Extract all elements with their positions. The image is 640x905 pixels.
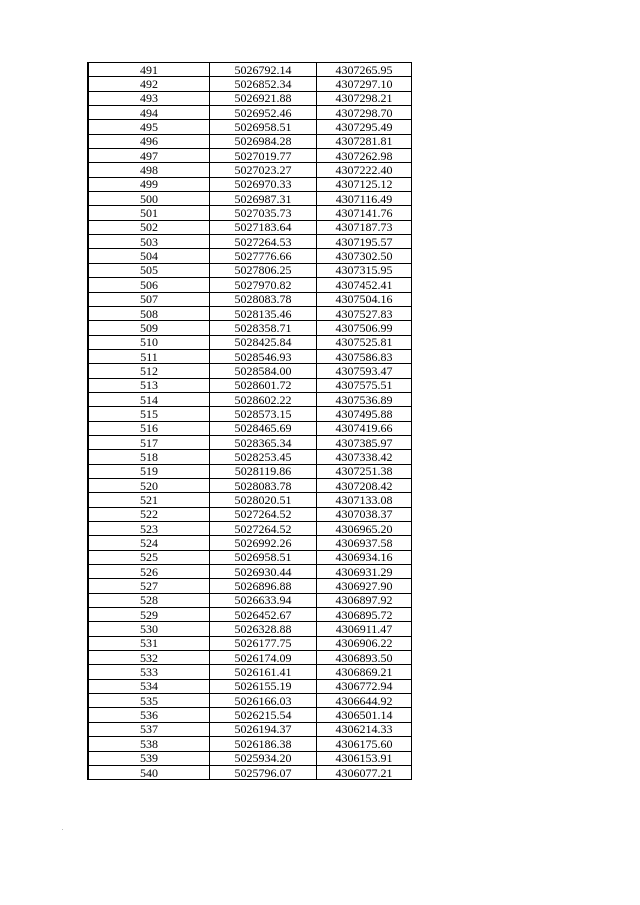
table-row xyxy=(88,335,412,349)
table-row xyxy=(88,608,412,622)
x-coordinate-cell: 5028119.86 xyxy=(210,464,317,478)
y-coordinate-cell: 4306772.94 xyxy=(317,679,412,693)
point-number-cell: 540 xyxy=(88,765,210,779)
y-coordinate-cell: 4306893.50 xyxy=(317,651,412,665)
table-row xyxy=(88,478,412,492)
x-coordinate-cell: 5026177.75 xyxy=(210,636,317,650)
y-coordinate-cell: 4307125.12 xyxy=(317,177,412,191)
table-row xyxy=(88,263,412,277)
x-coordinate-cell: 5026896.88 xyxy=(210,579,317,593)
y-coordinate-cell: 4307302.50 xyxy=(317,249,412,263)
table-row xyxy=(88,106,412,120)
x-coordinate-cell: 5026984.28 xyxy=(210,134,317,148)
y-coordinate-cell: 4306175.60 xyxy=(317,737,412,751)
table-row xyxy=(88,550,412,564)
x-coordinate-cell: 5028365.34 xyxy=(210,435,317,449)
x-coordinate-cell: 5027019.77 xyxy=(210,149,317,163)
y-coordinate-cell: 4306214.33 xyxy=(317,722,412,736)
y-coordinate-cell: 4307262.98 xyxy=(317,149,412,163)
x-coordinate-cell: 5028602.22 xyxy=(210,392,317,406)
point-number-cell: 516 xyxy=(88,421,210,435)
x-coordinate-cell: 5026970.33 xyxy=(210,177,317,191)
x-coordinate-cell: 5026215.54 xyxy=(210,708,317,722)
point-number-cell: 536 xyxy=(88,708,210,722)
x-coordinate-cell: 5026987.31 xyxy=(210,192,317,206)
table-row xyxy=(88,278,412,292)
x-coordinate-cell: 5026921.88 xyxy=(210,91,317,105)
x-coordinate-cell: 5027264.52 xyxy=(210,507,317,521)
point-number-cell: 522 xyxy=(88,507,210,521)
point-number-cell: 532 xyxy=(88,651,210,665)
x-coordinate-cell: 5027264.52 xyxy=(210,522,317,536)
table-row xyxy=(88,163,412,177)
x-coordinate-cell: 5028425.84 xyxy=(210,335,317,349)
table-row xyxy=(88,235,412,249)
table-row xyxy=(88,507,412,521)
y-coordinate-cell: 4307385.97 xyxy=(317,435,412,449)
x-coordinate-cell: 5027264.53 xyxy=(210,235,317,249)
y-coordinate-cell: 4307586.83 xyxy=(317,349,412,363)
point-number-cell: 512 xyxy=(88,364,210,378)
y-coordinate-cell: 4307315.95 xyxy=(317,263,412,277)
point-number-cell: 498 xyxy=(88,163,210,177)
x-coordinate-cell: 5028135.46 xyxy=(210,306,317,320)
x-coordinate-cell: 5028020.51 xyxy=(210,493,317,507)
table-row xyxy=(88,493,412,507)
point-number-cell: 503 xyxy=(88,235,210,249)
y-coordinate-cell: 4307495.88 xyxy=(317,407,412,421)
y-coordinate-cell: 4306077.21 xyxy=(317,765,412,779)
table-row xyxy=(88,77,412,91)
x-coordinate-cell: 5027776.66 xyxy=(210,249,317,263)
point-number-cell: 507 xyxy=(88,292,210,306)
point-number-cell: 508 xyxy=(88,306,210,320)
table-row xyxy=(88,435,412,449)
x-coordinate-cell: 5026930.44 xyxy=(210,565,317,579)
x-coordinate-cell: 5027035.73 xyxy=(210,206,317,220)
y-coordinate-cell: 4306895.72 xyxy=(317,608,412,622)
x-coordinate-cell: 5026452.67 xyxy=(210,608,317,622)
x-coordinate-cell: 5026155.19 xyxy=(210,679,317,693)
table-row xyxy=(88,378,412,392)
y-coordinate-cell: 4307208.42 xyxy=(317,478,412,492)
table-row xyxy=(88,120,412,134)
x-coordinate-cell: 5028584.00 xyxy=(210,364,317,378)
table-row xyxy=(88,306,412,320)
x-coordinate-cell: 5027023.27 xyxy=(210,163,317,177)
x-coordinate-cell: 5028083.78 xyxy=(210,478,317,492)
table-row xyxy=(88,622,412,636)
table-row xyxy=(88,737,412,751)
x-coordinate-cell: 5026958.51 xyxy=(210,120,317,134)
point-number-cell: 499 xyxy=(88,177,210,191)
y-coordinate-cell: 4306644.92 xyxy=(317,694,412,708)
x-coordinate-cell: 5028546.93 xyxy=(210,349,317,363)
point-number-cell: 517 xyxy=(88,435,210,449)
y-coordinate-cell: 4307295.49 xyxy=(317,120,412,134)
point-number-cell: 521 xyxy=(88,493,210,507)
x-coordinate-cell: 5026958.51 xyxy=(210,550,317,564)
table-row xyxy=(88,63,412,77)
table-row xyxy=(88,220,412,234)
y-coordinate-cell: 4306927.90 xyxy=(317,579,412,593)
point-number-cell: 495 xyxy=(88,120,210,134)
y-coordinate-cell: 4306934.16 xyxy=(317,550,412,564)
point-number-cell: 515 xyxy=(88,407,210,421)
x-coordinate-cell: 5028601.72 xyxy=(210,378,317,392)
coordinates-table xyxy=(87,62,412,780)
point-number-cell: 537 xyxy=(88,722,210,736)
point-number-cell: 506 xyxy=(88,278,210,292)
y-coordinate-cell: 4307195.57 xyxy=(317,235,412,249)
table-row xyxy=(88,134,412,148)
point-number-cell: 527 xyxy=(88,579,210,593)
x-coordinate-cell: 5027183.64 xyxy=(210,220,317,234)
x-coordinate-cell: 5028573.15 xyxy=(210,407,317,421)
y-coordinate-cell: 4307504.16 xyxy=(317,292,412,306)
point-number-cell: 531 xyxy=(88,636,210,650)
table-row xyxy=(88,450,412,464)
y-coordinate-cell: 4307452.41 xyxy=(317,278,412,292)
point-number-cell: 539 xyxy=(88,751,210,765)
point-number-cell: 520 xyxy=(88,478,210,492)
y-coordinate-cell: 4306906.22 xyxy=(317,636,412,650)
table-row xyxy=(88,407,412,421)
x-coordinate-cell: 5026194.37 xyxy=(210,722,317,736)
table-row xyxy=(88,349,412,363)
y-coordinate-cell: 4307338.42 xyxy=(317,450,412,464)
y-coordinate-cell: 4307222.40 xyxy=(317,163,412,177)
point-number-cell: 538 xyxy=(88,737,210,751)
x-coordinate-cell: 5026992.26 xyxy=(210,536,317,550)
y-coordinate-cell: 4306897.92 xyxy=(317,593,412,607)
y-coordinate-cell: 4307506.99 xyxy=(317,321,412,335)
y-coordinate-cell: 4307419.66 xyxy=(317,421,412,435)
x-coordinate-cell: 5026166.03 xyxy=(210,694,317,708)
table-row xyxy=(88,421,412,435)
x-coordinate-cell: 5027970.82 xyxy=(210,278,317,292)
x-coordinate-cell: 5026161.41 xyxy=(210,665,317,679)
x-coordinate-cell: 5025934.20 xyxy=(210,751,317,765)
table-row xyxy=(88,665,412,679)
table-row xyxy=(88,636,412,650)
table-row xyxy=(88,751,412,765)
y-coordinate-cell: 4307298.21 xyxy=(317,91,412,105)
table-row xyxy=(88,593,412,607)
x-coordinate-cell: 5026186.38 xyxy=(210,737,317,751)
x-coordinate-cell: 5025796.07 xyxy=(210,765,317,779)
x-coordinate-cell: 5028465.69 xyxy=(210,421,317,435)
point-number-cell: 509 xyxy=(88,321,210,335)
y-coordinate-cell: 4306965.20 xyxy=(317,522,412,536)
table-row xyxy=(88,206,412,220)
x-coordinate-cell: 5026792.14 xyxy=(210,63,317,77)
y-coordinate-cell: 4307525.81 xyxy=(317,335,412,349)
point-number-cell: 502 xyxy=(88,220,210,234)
x-coordinate-cell: 5028253.45 xyxy=(210,450,317,464)
point-number-cell: 513 xyxy=(88,378,210,392)
point-number-cell: 494 xyxy=(88,106,210,120)
y-coordinate-cell: 4307297.10 xyxy=(317,77,412,91)
y-coordinate-cell: 4307141.76 xyxy=(317,206,412,220)
table-row xyxy=(88,679,412,693)
point-number-cell: 533 xyxy=(88,665,210,679)
point-number-cell: 511 xyxy=(88,349,210,363)
y-coordinate-cell: 4307116.49 xyxy=(317,192,412,206)
table-row xyxy=(88,522,412,536)
point-number-cell: 496 xyxy=(88,134,210,148)
table-row xyxy=(88,765,412,779)
y-coordinate-cell: 4306937.58 xyxy=(317,536,412,550)
point-number-cell: 497 xyxy=(88,149,210,163)
table-row xyxy=(88,579,412,593)
point-number-cell: 526 xyxy=(88,565,210,579)
y-coordinate-cell: 4307133.08 xyxy=(317,493,412,507)
point-number-cell: 505 xyxy=(88,263,210,277)
y-coordinate-cell: 4307281.81 xyxy=(317,134,412,148)
point-number-cell: 510 xyxy=(88,335,210,349)
point-number-cell: 519 xyxy=(88,464,210,478)
table-row xyxy=(88,292,412,306)
table-row xyxy=(88,249,412,263)
scan-speck xyxy=(62,829,63,830)
table-row xyxy=(88,177,412,191)
y-coordinate-cell: 4307527.83 xyxy=(317,306,412,320)
x-coordinate-cell: 5028083.78 xyxy=(210,292,317,306)
point-number-cell: 530 xyxy=(88,622,210,636)
y-coordinate-cell: 4306153.91 xyxy=(317,751,412,765)
point-number-cell: 518 xyxy=(88,450,210,464)
x-coordinate-cell: 5027806.25 xyxy=(210,263,317,277)
x-coordinate-cell: 5026328.88 xyxy=(210,622,317,636)
y-coordinate-cell: 4306931.29 xyxy=(317,565,412,579)
y-coordinate-cell: 4307187.73 xyxy=(317,220,412,234)
table-row xyxy=(88,464,412,478)
point-number-cell: 504 xyxy=(88,249,210,263)
point-number-cell: 492 xyxy=(88,77,210,91)
point-number-cell: 525 xyxy=(88,550,210,564)
table-row xyxy=(88,708,412,722)
y-coordinate-cell: 4307536.89 xyxy=(317,392,412,406)
table-row xyxy=(88,722,412,736)
y-coordinate-cell: 4307251.38 xyxy=(317,464,412,478)
point-number-cell: 500 xyxy=(88,192,210,206)
table-row xyxy=(88,149,412,163)
y-coordinate-cell: 4307575.51 xyxy=(317,378,412,392)
table-row xyxy=(88,651,412,665)
y-coordinate-cell: 4307298.70 xyxy=(317,106,412,120)
point-number-cell: 501 xyxy=(88,206,210,220)
point-number-cell: 514 xyxy=(88,392,210,406)
point-number-cell: 493 xyxy=(88,91,210,105)
y-coordinate-cell: 4306911.47 xyxy=(317,622,412,636)
table-row xyxy=(88,694,412,708)
y-coordinate-cell: 4307593.47 xyxy=(317,364,412,378)
point-number-cell: 523 xyxy=(88,522,210,536)
table-row xyxy=(88,392,412,406)
table-row xyxy=(88,364,412,378)
point-number-cell: 534 xyxy=(88,679,210,693)
table-row xyxy=(88,192,412,206)
table-row xyxy=(88,565,412,579)
table-row xyxy=(88,321,412,335)
point-number-cell: 535 xyxy=(88,694,210,708)
coordinates-table-body xyxy=(88,63,412,780)
table-row xyxy=(88,91,412,105)
x-coordinate-cell: 5028358.71 xyxy=(210,321,317,335)
point-number-cell: 524 xyxy=(88,536,210,550)
y-coordinate-cell: 4307265.95 xyxy=(317,63,412,77)
x-coordinate-cell: 5026852.34 xyxy=(210,77,317,91)
x-coordinate-cell: 5026633.94 xyxy=(210,593,317,607)
y-coordinate-cell: 4307038.37 xyxy=(317,507,412,521)
x-coordinate-cell: 5026174.09 xyxy=(210,651,317,665)
x-coordinate-cell: 5026952.46 xyxy=(210,106,317,120)
point-number-cell: 528 xyxy=(88,593,210,607)
point-number-cell: 529 xyxy=(88,608,210,622)
y-coordinate-cell: 4306869.21 xyxy=(317,665,412,679)
y-coordinate-cell: 4306501.14 xyxy=(317,708,412,722)
table-row xyxy=(88,536,412,550)
point-number-cell: 491 xyxy=(88,63,210,77)
